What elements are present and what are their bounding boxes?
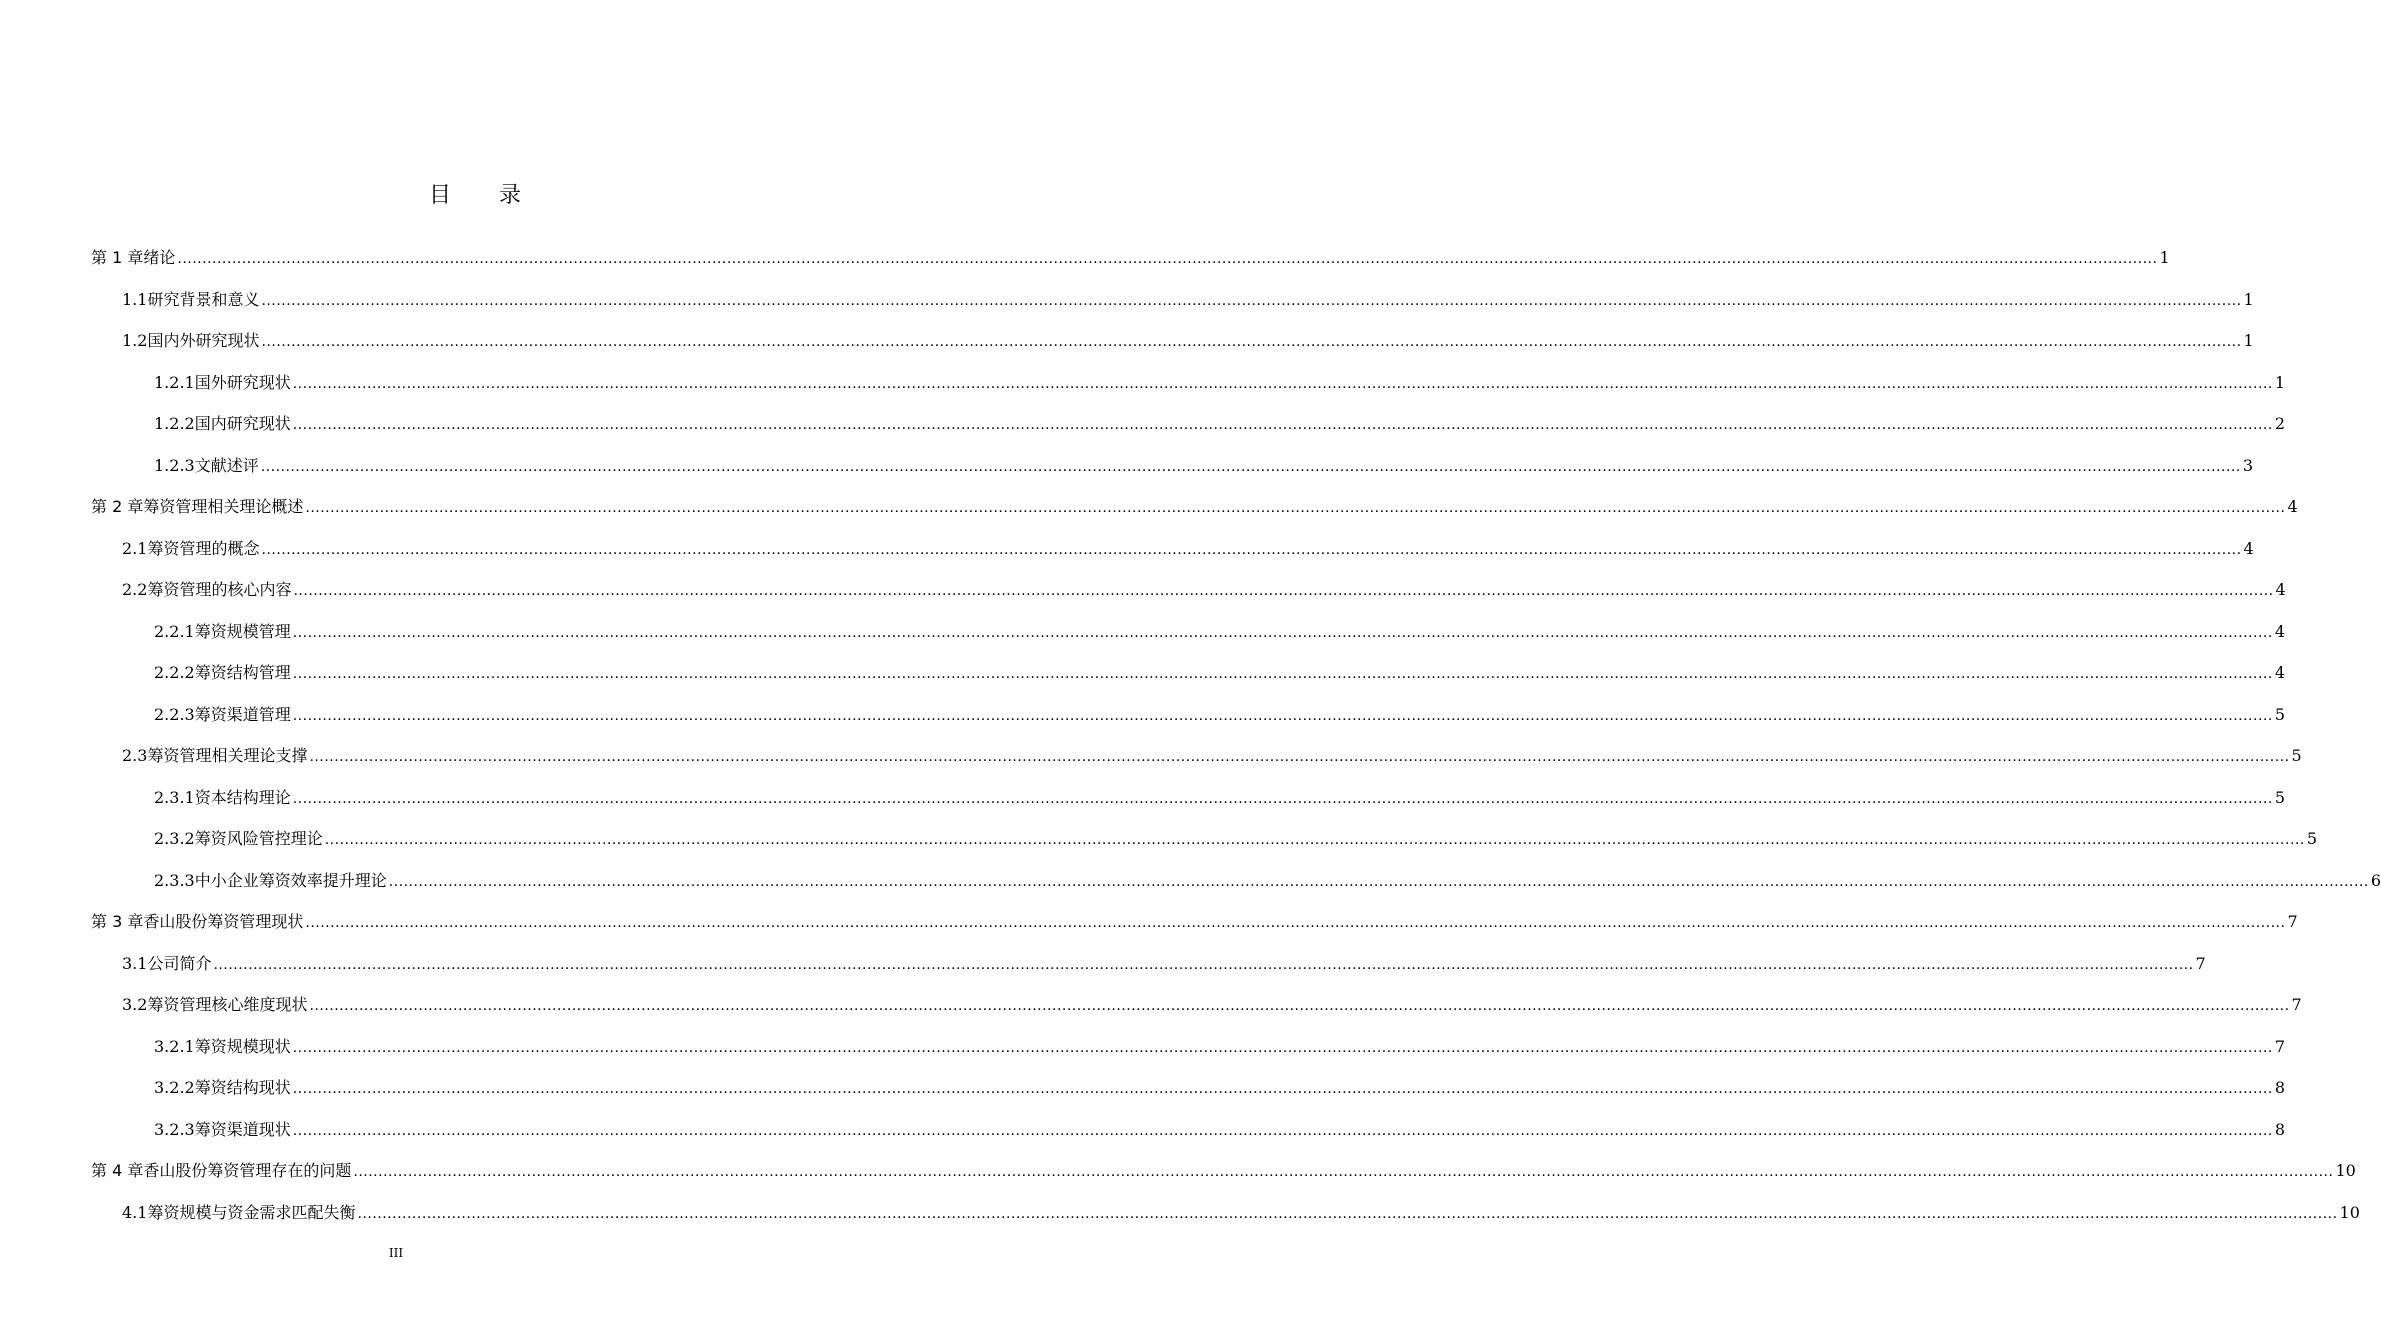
- toc-entry[interactable]: [122, 579, 2286, 601]
- toc-entry[interactable]: [154, 413, 2285, 435]
- toc-entry-label: 绪论: [143, 248, 176, 267]
- toc-leader-dots: ................................................................................................................................................................................................................................................................................................................................................................................................................: [261, 293, 2242, 309]
- toc-leader-dots: ................................................................................................................................................................................................................................................................................................................................................................................................................: [353, 1164, 2334, 1180]
- toc-entry-page: 6: [2370, 871, 2381, 890]
- toc-entry[interactable]: [122, 994, 2302, 1016]
- toc-entry[interactable]: [122, 289, 2254, 311]
- toc-entry-number: 2.3.2: [154, 829, 195, 848]
- toc-entry-number: 第 3 章: [91, 912, 144, 931]
- toc-entry-page: 7: [2195, 954, 2206, 973]
- toc-entry[interactable]: [154, 372, 2285, 394]
- toc-leader-dots: ................................................................................................................................................................................................................................................................................................................................................................................................................: [292, 625, 2273, 641]
- toc-leader-dots: ................................................................................................................................................................................................................................................................................................................................................................................................................: [293, 583, 2274, 599]
- toc-entry[interactable]: [91, 911, 2298, 933]
- toc-entry[interactable]: [122, 538, 2254, 560]
- toc-entry[interactable]: [154, 704, 2285, 726]
- toc-entry-label: 研究背景和意义: [147, 290, 260, 309]
- toc-entry-page: 3: [2242, 456, 2253, 475]
- toc-leader-dots: ................................................................................................................................................................................................................................................................................................................................................................................................................: [292, 1081, 2273, 1097]
- toc-entry-label: 中小企业筹资效率提升理论: [194, 871, 387, 890]
- toc-leader-dots: ................................................................................................................................................................................................................................................................................................................................................................................................................: [292, 417, 2273, 433]
- toc-entry-page: 7: [2287, 912, 2298, 931]
- toc-entry[interactable]: [154, 1119, 2285, 1141]
- toc-leader-dots: ................................................................................................................................................................................................................................................................................................................................................................................................................: [213, 957, 2194, 973]
- toc-entry-label: 筹资渠道现状: [194, 1120, 291, 1139]
- toc-entry-label: 筹资规模与资金需求匹配失衡: [147, 1203, 356, 1222]
- toc-entry-page: 4: [2274, 622, 2285, 641]
- toc-entry-number: 3.2.1: [154, 1037, 195, 1056]
- toc-entry[interactable]: [91, 247, 2170, 269]
- toc-leader-dots: ................................................................................................................................................................................................................................................................................................................................................................................................................: [260, 459, 2241, 475]
- toc-entry-page: 2: [2274, 414, 2285, 433]
- toc-entry-label: 筹资结构现状: [194, 1078, 291, 1097]
- toc-entry-number: 3.2.2: [154, 1078, 195, 1097]
- toc-leader-dots: ................................................................................................................................................................................................................................................................................................................................................................................................................: [388, 874, 2369, 890]
- toc-entry-page: 7: [2291, 995, 2302, 1014]
- toc-entry-label: 筹资管理相关理论支撑: [147, 746, 308, 765]
- toc-entry-number: 1.2.3: [154, 456, 195, 475]
- toc-entry-label: 香山股份筹资管理现状: [143, 912, 304, 931]
- toc-entry[interactable]: [154, 828, 2317, 850]
- toc-entry-label: 筹资规模管理: [194, 622, 291, 641]
- toc-entry-page: 5: [2274, 705, 2285, 724]
- toc-leader-dots: ................................................................................................................................................................................................................................................................................................................................................................................................................: [324, 832, 2305, 848]
- toc-entry[interactable]: [91, 1160, 2356, 1182]
- toc-entry-number: 2.2: [122, 580, 148, 599]
- toc-entry-label: 筹资管理核心维度现状: [147, 995, 308, 1014]
- toc-leader-dots: ................................................................................................................................................................................................................................................................................................................................................................................................................: [292, 708, 2273, 724]
- toc-leader-dots: ................................................................................................................................................................................................................................................................................................................................................................................................................: [305, 500, 2286, 516]
- toc-entry-page: 4: [2275, 580, 2286, 599]
- toc-entry-page: 4: [2243, 539, 2254, 558]
- toc-entry[interactable]: [122, 953, 2206, 975]
- toc-entry-number: 1.1: [122, 290, 148, 309]
- toc-entry-number: 2.2.1: [154, 622, 195, 641]
- toc-leader-dots: ................................................................................................................................................................................................................................................................................................................................................................................................................: [309, 749, 2290, 765]
- toc-entry-number: 第 2 章: [91, 497, 144, 516]
- toc-leader-dots: ................................................................................................................................................................................................................................................................................................................................................................................................................: [292, 376, 2273, 392]
- toc-entry-page: 4: [2274, 663, 2285, 682]
- toc-entry-label: 国内外研究现状: [147, 331, 260, 350]
- toc-entry-number: 3.2.3: [154, 1120, 195, 1139]
- toc-entry-label: 筹资规模现状: [194, 1037, 291, 1056]
- toc-leader-dots: ................................................................................................................................................................................................................................................................................................................................................................................................................: [292, 666, 2273, 682]
- toc-entry-page: 1: [2243, 331, 2254, 350]
- toc-entry-number: 3.2: [122, 995, 148, 1014]
- toc-entry-label: 国外研究现状: [194, 373, 291, 392]
- toc-entry-label: 筹资管理的核心内容: [147, 580, 292, 599]
- toc-leader-dots: ................................................................................................................................................................................................................................................................................................................................................................................................................: [261, 334, 2242, 350]
- toc-leader-dots: ................................................................................................................................................................................................................................................................................................................................................................................................................: [177, 251, 2158, 267]
- toc-entry-page: 8: [2274, 1078, 2285, 1097]
- toc-entry-number: 2.3.3: [154, 871, 195, 890]
- toc-entry-label: 筹资管理的概念: [147, 539, 260, 558]
- toc-title: [0, 178, 950, 209]
- toc-entry-label: 筹资渠道管理: [194, 705, 291, 724]
- toc-entry-number: 2.1: [122, 539, 148, 558]
- page-number: III: [388, 1246, 404, 1260]
- toc-entry-page: 1: [2159, 248, 2170, 267]
- toc-entry-page: 4: [2287, 497, 2298, 516]
- toc-entry[interactable]: [154, 1036, 2285, 1058]
- toc-title-left: 目: [428, 183, 451, 208]
- toc-entry-page: 5: [2274, 788, 2285, 807]
- toc-entry[interactable]: [91, 496, 2298, 518]
- toc-entry-label: 公司简介: [147, 954, 212, 973]
- toc-entry[interactable]: [154, 662, 2285, 684]
- toc-entry-number: 1.2.1: [154, 373, 195, 392]
- toc-entry-number: 2.2.2: [154, 663, 195, 682]
- toc-entry-label: 筹资结构管理: [194, 663, 291, 682]
- toc-entry-number: 4.1: [122, 1203, 148, 1222]
- toc-entry[interactable]: [154, 787, 2285, 809]
- toc-leader-dots: ................................................................................................................................................................................................................................................................................................................................................................................................................: [305, 915, 2286, 931]
- toc-entry[interactable]: [122, 330, 2254, 352]
- toc-entry-page: 1: [2243, 290, 2254, 309]
- toc-entry-number: 1.2: [122, 331, 148, 350]
- toc-entry-page: 5: [2291, 746, 2302, 765]
- toc-entry-label: 香山股份筹资管理存在的问题: [143, 1161, 352, 1180]
- toc-entry-page: 5: [2306, 829, 2317, 848]
- toc-entry-label: 文献述评: [194, 456, 259, 475]
- toc-entry[interactable]: [122, 745, 2302, 767]
- toc-entry-label: 筹资管理相关理论概述: [143, 497, 304, 516]
- toc-entry-label: 资本结构理论: [194, 788, 291, 807]
- toc-entry[interactable]: [154, 621, 2285, 643]
- toc-leader-dots: ................................................................................................................................................................................................................................................................................................................................................................................................................: [261, 542, 2242, 558]
- toc-leader-dots: ................................................................................................................................................................................................................................................................................................................................................................................................................: [309, 998, 2290, 1014]
- toc-entry-page: 10: [2335, 1161, 2356, 1180]
- toc-entry[interactable]: [154, 455, 2253, 477]
- toc-leader-dots: ................................................................................................................................................................................................................................................................................................................................................................................................................: [292, 791, 2273, 807]
- toc-leader-dots: ................................................................................................................................................................................................................................................................................................................................................................................................................: [292, 1040, 2273, 1056]
- toc-entry-page: 1: [2274, 373, 2285, 392]
- toc-entry-number: 第 1 章: [91, 248, 144, 267]
- toc-leader-dots: ................................................................................................................................................................................................................................................................................................................................................................................................................: [292, 1123, 2273, 1139]
- toc-entry-page: 8: [2274, 1120, 2285, 1139]
- toc-entry-number: 3.1: [122, 954, 148, 973]
- toc-entry[interactable]: [154, 870, 2381, 892]
- toc-entry-number: 2.3: [122, 746, 148, 765]
- toc-entry-page: 10: [2339, 1203, 2360, 1222]
- toc-entry-number: 2.2.3: [154, 705, 195, 724]
- toc-entry-number: 第 4 章: [91, 1161, 144, 1180]
- toc-title-right: 录: [499, 183, 522, 208]
- toc-entry-number: 2.3.1: [154, 788, 195, 807]
- toc-entry-label: 筹资风险管控理论: [194, 829, 323, 848]
- toc-entry-label: 国内研究现状: [194, 414, 291, 433]
- toc-entry[interactable]: [122, 1202, 2360, 1224]
- toc-entry-page: 7: [2274, 1037, 2285, 1056]
- toc-entry-number: 1.2.2: [154, 414, 195, 433]
- toc-leader-dots: ................................................................................................................................................................................................................................................................................................................................................................................................................: [357, 1206, 2338, 1222]
- toc-entry[interactable]: [154, 1077, 2285, 1099]
